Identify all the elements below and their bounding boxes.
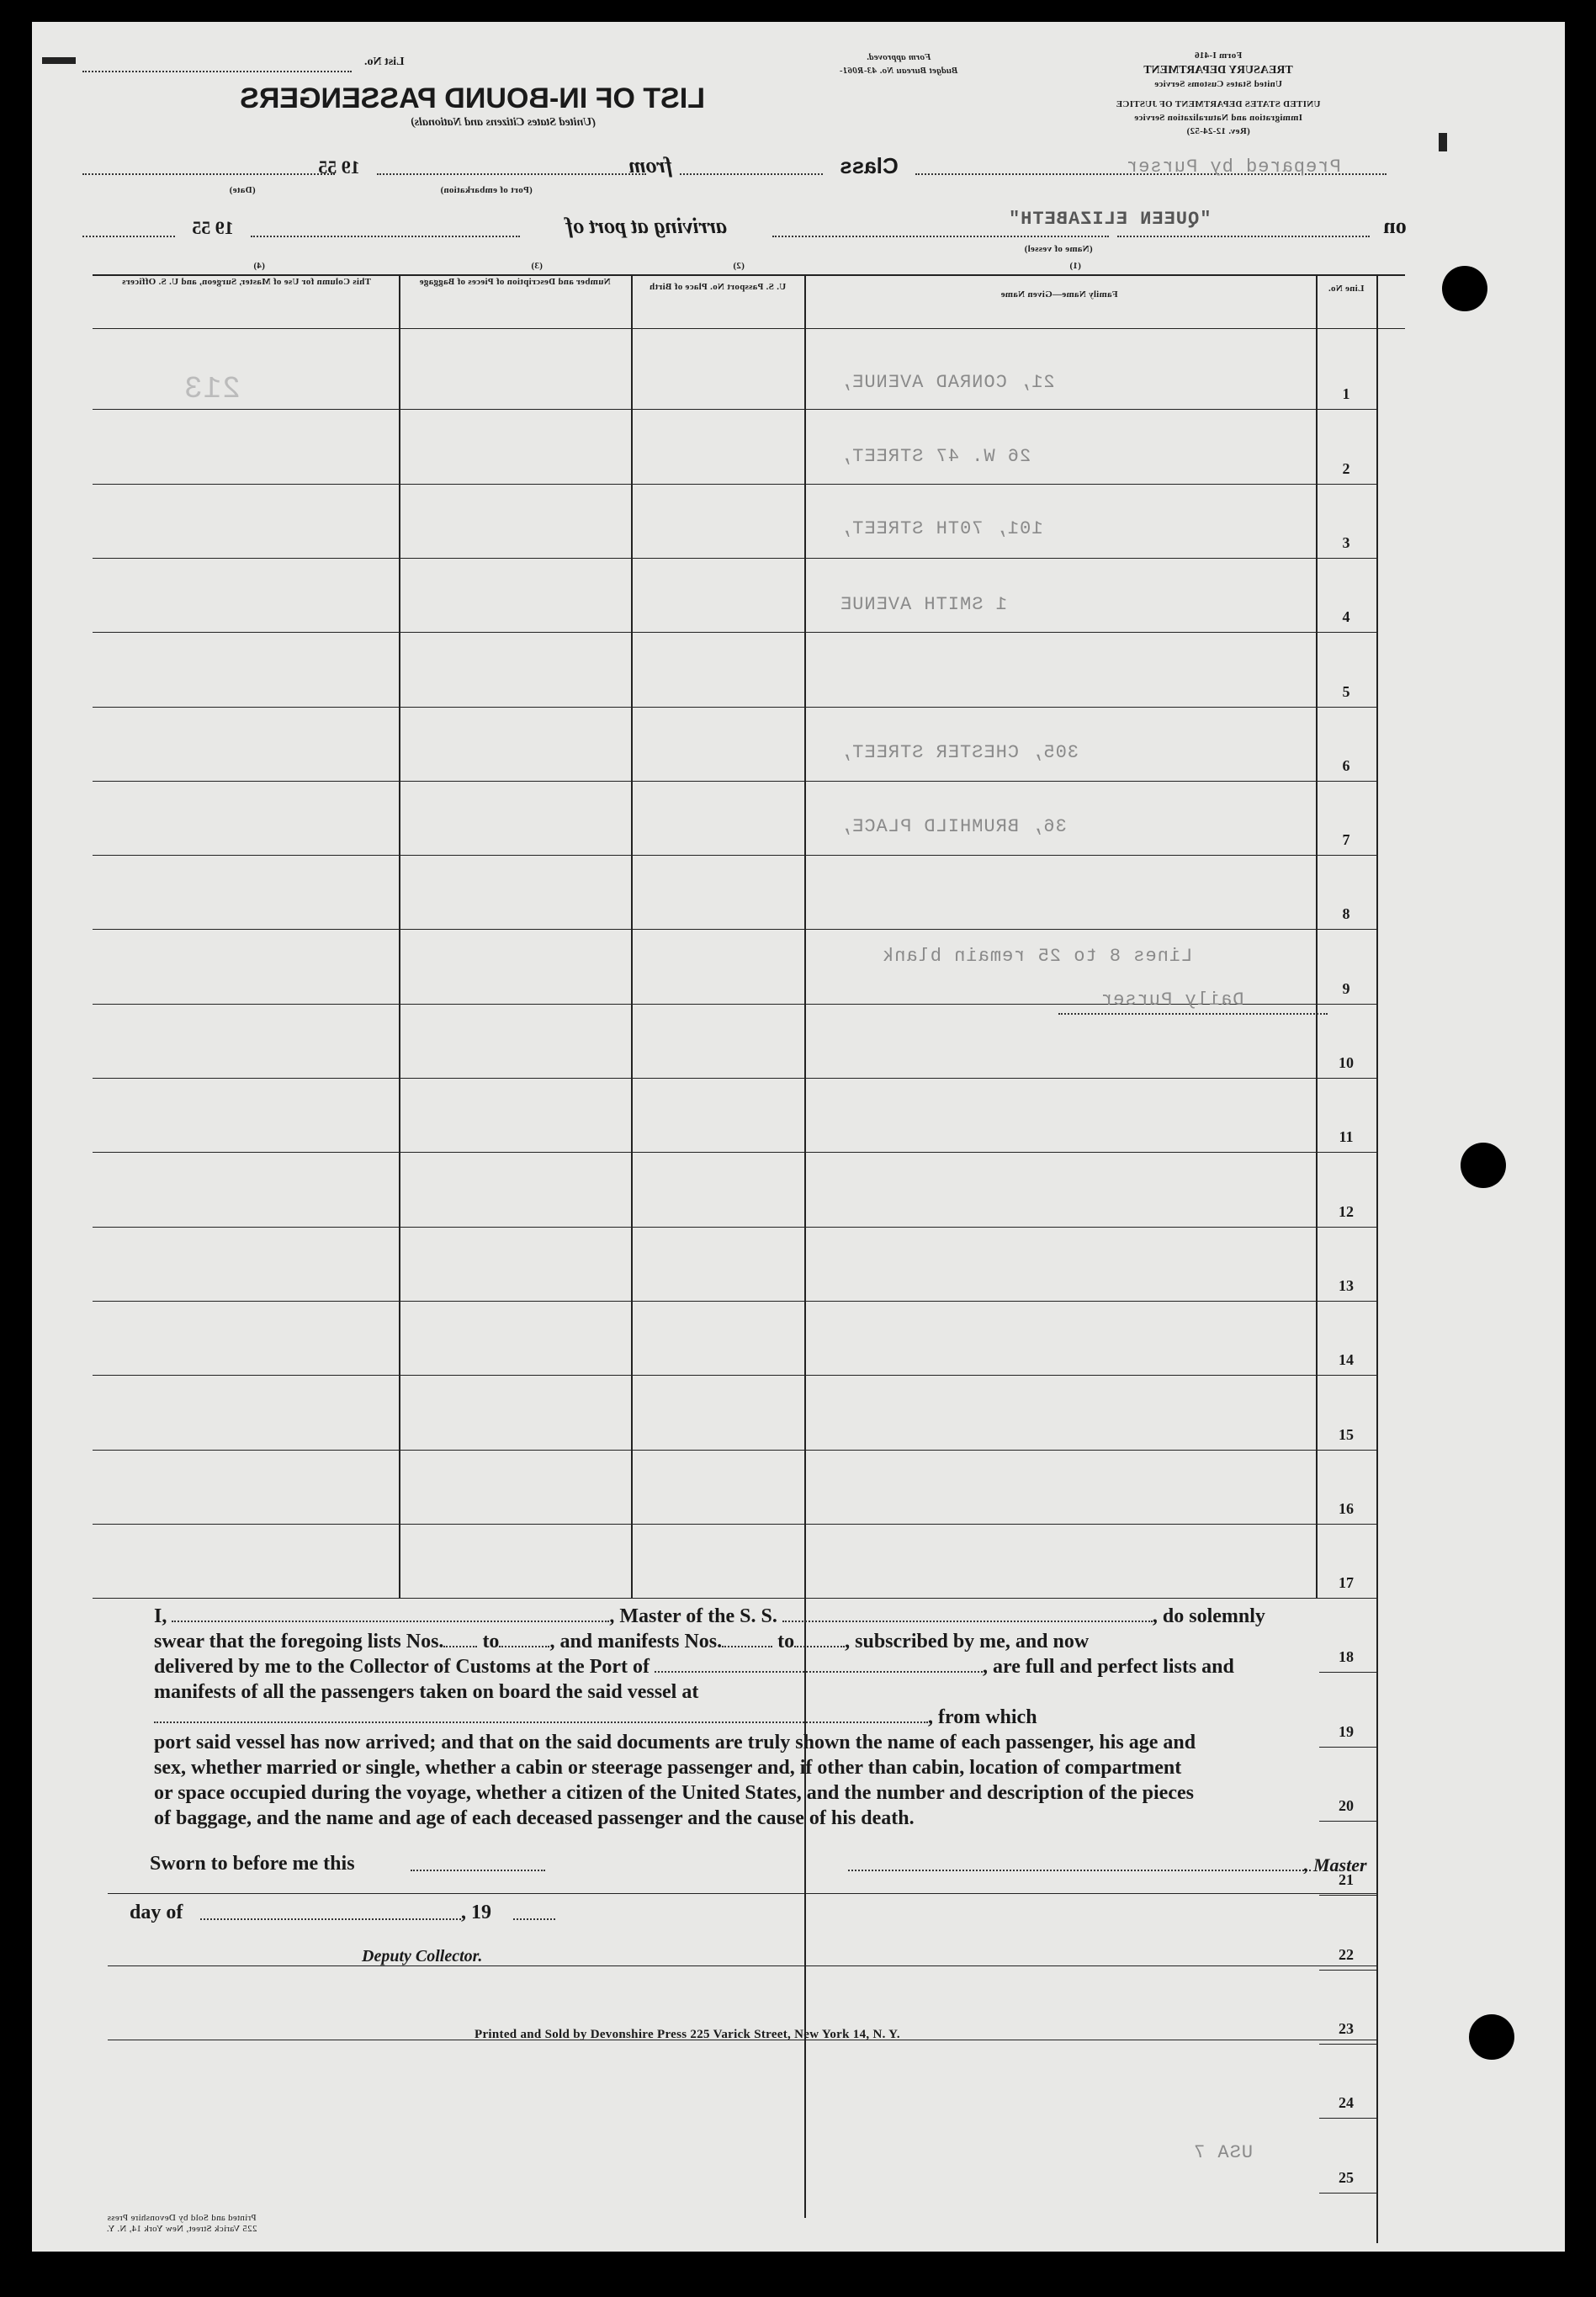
- table-row-line: [1319, 2118, 1376, 2119]
- line-number: 8: [1342, 905, 1350, 923]
- master-declaration: I, , Master of the S. S. , do solemnly swear that the foregoing lists Nos. to , and manifests Nos. to , subscribed by me, and now delivered by me to the Collector of Customs at the Port of , are full and perfect lists and manifests of all the passengers taken on board the said vessel at , from which port said vessel has now arrived; and that on the said documents are truly shown the name of each passenger, his age and sex, whether married or single, whether a cabin or steerage passenger and, if other than cabin, location of compartment or space occupied during the voyage, whether a citizen of the United States, and the number and description of the pieces: [154, 1605, 1265, 1804]
- line-number: 13: [1339, 1276, 1354, 1294]
- table-right-border: [1376, 274, 1378, 2243]
- date-caption: (Date): [229, 185, 256, 195]
- year-2: 19 55: [192, 217, 234, 238]
- table-row-line: [93, 1450, 1376, 1451]
- header-passport-column: U. S. Passport No. Place of Birth: [649, 282, 787, 292]
- line-number: 19: [1339, 1722, 1354, 1740]
- typed-purser-signature: Daily Purser: [1100, 989, 1244, 1011]
- on-label: on: [1383, 214, 1407, 238]
- table-row-line: [1319, 2193, 1376, 2194]
- table-row-line: [93, 1227, 1376, 1228]
- line-number: 21: [1339, 1871, 1354, 1889]
- line-number: 15: [1339, 1425, 1354, 1443]
- line-number: 24: [1339, 2094, 1354, 2112]
- line-number: 11: [1339, 1128, 1354, 1146]
- table-row-line: [93, 1152, 1376, 1153]
- port-embarkation-field: [377, 173, 646, 175]
- line-number: 9: [1342, 979, 1350, 997]
- table-row-line: [1319, 2044, 1376, 2045]
- line-number: 16: [1339, 1499, 1354, 1517]
- typed-entry-usa: USA 7: [1193, 2142, 1254, 2163]
- sworn-label: Sworn to before me this: [150, 1853, 355, 1875]
- table-row-line: [93, 1078, 1376, 1079]
- table-row-line: [93, 1301, 1376, 1302]
- line-number: 6: [1342, 756, 1350, 774]
- header-baggage-column: Number and Description of Pieces of Baggage: [419, 277, 611, 287]
- immigration-service: Immigration and Naturalization Service: [1134, 113, 1302, 123]
- from-field: [680, 173, 823, 175]
- table-row-line: [93, 781, 1376, 782]
- typed-entry-6: 305, CHESTER STREET,: [840, 742, 1079, 763]
- year-1: 19 55: [318, 156, 360, 178]
- table-header-bottom: [93, 328, 1405, 329]
- line-number: 22: [1339, 1945, 1354, 1963]
- typed-note-blank-lines: Lines 8 to 25 remain blank: [882, 946, 1193, 967]
- signature-rule: [108, 1893, 1376, 1894]
- column-number-4: (4): [253, 261, 265, 271]
- typed-entry-5: 1 SMITH AVENUE: [840, 594, 1007, 615]
- master-label: , Master: [1304, 1854, 1367, 1875]
- table-divider-col3: [399, 274, 400, 1599]
- prepared-by-purser: Prepared by Purser: [1126, 156, 1341, 178]
- list-no-label: List No.: [364, 56, 405, 68]
- year-label: , 19: [461, 1902, 491, 1923]
- line-number: 25: [1339, 2168, 1354, 2186]
- year-field: [513, 1918, 555, 1920]
- line-number: 18: [1339, 1648, 1354, 1666]
- date-field: [82, 173, 335, 175]
- vessel-name: "QUEEN ELIZABETH": [1008, 209, 1212, 230]
- deputy-collector-label: Deputy Collector.: [362, 1947, 483, 1965]
- class-label: Class: [840, 153, 899, 178]
- arrival-detail-field: [772, 236, 1109, 237]
- revision-date: (Rev. 12-24-52): [1186, 126, 1250, 136]
- table-divider-line-no: [1316, 274, 1318, 1599]
- sworn-day-field: [411, 1870, 545, 1871]
- arriving-label: arriving at port of: [565, 214, 727, 238]
- typed-entry-4: 101, 70TH STREET,: [840, 518, 1043, 539]
- line-number: 1: [1342, 385, 1350, 403]
- day-of-field: [200, 1918, 461, 1920]
- treasury-department: TREASURY DEPARTMENT: [1143, 64, 1293, 77]
- table-row-line: [93, 558, 1376, 559]
- line-number: 7: [1342, 831, 1350, 849]
- table-row-line: [93, 929, 1376, 930]
- typed-entry-1: 213: [183, 372, 241, 406]
- punch-hole-top: [1442, 266, 1487, 311]
- typed-entry-7: 36, BRUMHILD PLACE,: [840, 816, 1067, 837]
- signature-rule: [108, 1965, 1376, 1966]
- vessel-field: [1117, 236, 1370, 237]
- table-divider-col1: [804, 274, 806, 2218]
- line-number: 2: [1342, 459, 1350, 477]
- line-number: 10: [1339, 1054, 1354, 1071]
- line-number: 4: [1342, 608, 1350, 626]
- arrival-port-field: [251, 236, 520, 237]
- table-row-line: [93, 409, 1376, 410]
- line-number: 12: [1339, 1202, 1354, 1220]
- master-signature-field: [848, 1870, 1311, 1871]
- form-number: Form I-416: [1194, 50, 1243, 61]
- table-row-line: [1319, 1895, 1376, 1896]
- declaration-last-line: of baggage, and the name and age of each deceased passenger and the cause of his death.: [154, 1807, 915, 1829]
- printer-credit: Printed and Sold by Devonshire Press 225 Varick Street, New York 14, N. Y.: [475, 2028, 900, 2041]
- customs-service: United States Customs Service: [1154, 79, 1282, 89]
- from-label: from: [628, 153, 672, 178]
- list-no-field: [82, 71, 352, 72]
- table-row-line: [93, 1524, 1376, 1525]
- line-number: 17: [1339, 1574, 1354, 1592]
- line-number: 14: [1339, 1351, 1354, 1369]
- department-of-justice: UNITED STATES DEPARTMENT OF JUSTICE: [1116, 99, 1321, 109]
- form-subtitle: (United States Citizens and Nationals): [410, 116, 597, 129]
- vessel-caption: (Name of vessel): [1024, 244, 1093, 254]
- punch-hole-bottom: [1469, 2014, 1514, 2060]
- form-title: LIST OF IN-BOUND PASSENGERS: [240, 82, 705, 114]
- punch-hole-middle: [1461, 1143, 1506, 1188]
- port-embarkation-caption: (Port of embarkation): [440, 185, 533, 195]
- column-number-1: (1): [1069, 261, 1081, 271]
- column-number-2: (2): [733, 261, 745, 271]
- header-officers-column: This Column for Use of Master, Surgeon, and U. S. Officers: [121, 277, 372, 287]
- header-line-no: Line No.: [1328, 284, 1365, 294]
- typed-entry-3: 26 W. 47 STREET,: [840, 446, 1031, 467]
- printer-credit-show-through: Printed and Sold by Devonshire Press 225 Varick Street, New York 14, N. Y.: [106, 2213, 257, 2234]
- form-approved: Form approved.: [866, 52, 931, 62]
- date-field-2: [82, 236, 175, 237]
- budget-bureau: Budget Bureau No. 43-R061-: [839, 66, 958, 76]
- header-name-column: Family Name—Given Name: [1000, 289, 1118, 300]
- line-number: 23: [1339, 2019, 1354, 2037]
- line-number: 5: [1342, 682, 1350, 700]
- typed-entry-2: 21, CONRAD AVENUE,: [840, 372, 1055, 393]
- table-row-line: [93, 1375, 1376, 1376]
- day-of-label: day of: [130, 1902, 183, 1923]
- table-row-line: [1319, 1970, 1376, 1971]
- table-row-line: [93, 855, 1376, 856]
- column-number-3: (3): [531, 261, 543, 271]
- line-number: 3: [1342, 533, 1350, 551]
- table-row-line: [93, 484, 1376, 485]
- edge-mark: [1439, 133, 1447, 151]
- table-row-line: [93, 632, 1376, 633]
- table-row-line: [93, 1598, 1376, 1599]
- line-number: 20: [1339, 1797, 1354, 1814]
- corner-mark: [42, 57, 76, 64]
- signature-dots: [1058, 1013, 1328, 1015]
- table-divider-col2: [631, 274, 633, 1599]
- table-row-line: [93, 707, 1376, 708]
- document-page: [32, 22, 1565, 2252]
